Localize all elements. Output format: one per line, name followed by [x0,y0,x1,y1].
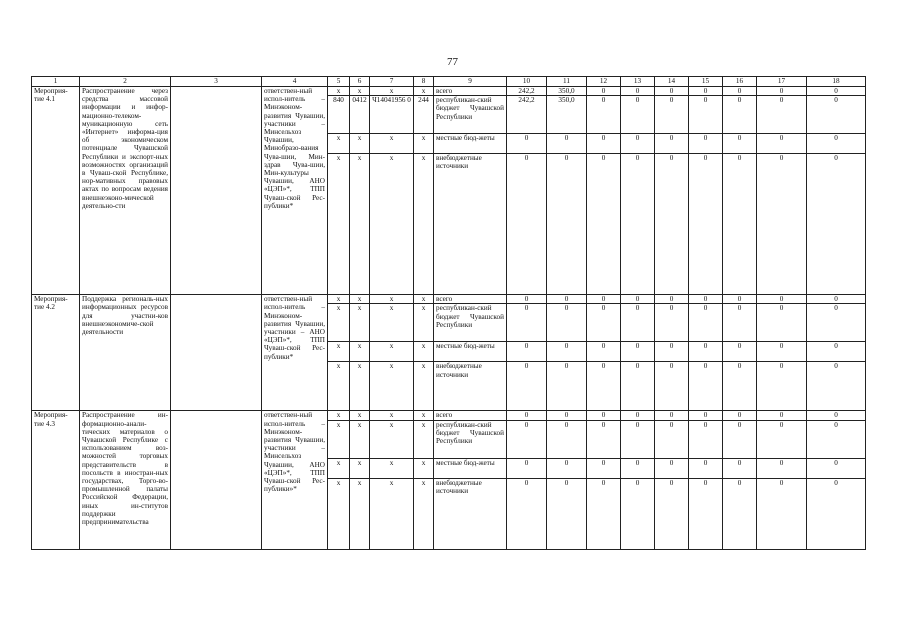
funding-value-col-18: 0 [807,420,866,458]
col-header-16: 16 [723,77,757,87]
budget-code-chapter: x [328,295,350,304]
funding-value-col-13: 0 [621,154,655,295]
funding-value-col-11: 0 [547,420,587,458]
col-header-17: 17 [757,77,807,87]
responsible-executor: ответствен-ный испол-нитель – Минэконом-развития Чувашии, участники – АНО «ЦЭП»*, ТПП Чуваш-ской Рес-публики* [262,295,328,411]
funding-value-col-16: 0 [723,154,757,295]
funding-value-col-14: 0 [655,420,689,458]
funding-value-col-15: 0 [689,154,723,295]
funding-value-col-17: 0 [757,411,807,420]
funding-value-col-13: 0 [621,96,655,134]
funding-value-col-10: 0 [507,362,547,411]
col-header-9: 9 [434,77,507,87]
funding-value-col-12: 0 [587,420,621,458]
budget-code-section: x [350,304,370,342]
col-header-5: 5 [328,77,350,87]
funding-value-col-17: 0 [757,134,807,154]
funding-value-col-15: 0 [689,96,723,134]
budget-code-target: x [370,362,414,411]
funding-value-col-12: 0 [587,362,621,411]
budget-code-target: x [370,342,414,362]
col-header-6: 6 [350,77,370,87]
budget-code-type: x [414,478,434,549]
funding-value-col-16: 0 [723,362,757,411]
funding-value-col-17: 0 [757,458,807,478]
funding-value-col-10: 0 [507,134,547,154]
funding-value-col-10: 0 [507,420,547,458]
table-row [32,295,866,304]
funding-value-col-17: 0 [757,420,807,458]
budget-code-target: x [370,87,414,96]
funding-value-col-12: 0 [587,96,621,134]
col-header-10: 10 [507,77,547,87]
funding-source: республикан-ский бюджет Чувашской Республики [434,420,507,458]
budget-code-type: x [414,295,434,304]
funding-value-col-10: 0 [507,342,547,362]
funding-value-col-18: 0 [807,362,866,411]
col-header-8: 8 [414,77,434,87]
funding-source: местные бюд-жеты [434,134,507,154]
funding-value-col-13: 0 [621,304,655,342]
budget-code-target: Ч14041956 0 [370,96,414,134]
funding-value-col-15: 0 [689,134,723,154]
funding-value-col-12: 0 [587,295,621,304]
budget-code-type: x [414,458,434,478]
col-header-14: 14 [655,77,689,87]
budget-code-chapter: x [328,420,350,458]
funding-value-col-13: 0 [621,362,655,411]
funding-value-col-18: 0 [807,304,866,342]
col-header-18: 18 [807,77,866,87]
funding-value-col-17: 0 [757,362,807,411]
col-header-7: 7 [370,77,414,87]
funding-source: республикан-ский бюджет Чувашской Республики [434,96,507,134]
funding-value-col-16: 0 [723,134,757,154]
funding-value-col-18: 0 [807,295,866,304]
funding-value-col-13: 0 [621,478,655,549]
funding-value-col-16: 0 [723,304,757,342]
funding-value-col-14: 0 [655,304,689,342]
table-row [32,411,866,420]
funding-source: всего [434,295,507,304]
table-row [32,87,866,96]
funding-value-col-12: 0 [587,154,621,295]
funding-value-col-11: 0 [547,342,587,362]
budget-code-section: x [350,458,370,478]
funding-value-col-16: 0 [723,87,757,96]
col-header-15: 15 [689,77,723,87]
budget-code-section: 0412 [350,96,370,134]
budget-code-type: x [414,134,434,154]
funding-value-col-17: 0 [757,96,807,134]
funding-value-col-16: 0 [723,342,757,362]
budget-code-chapter: x [328,362,350,411]
funding-value-col-15: 0 [689,304,723,342]
funding-value-col-18: 0 [807,342,866,362]
funding-value-col-15: 0 [689,458,723,478]
funding-value-col-17: 0 [757,154,807,295]
col-header-11: 11 [547,77,587,87]
funding-value-col-17: 0 [757,295,807,304]
col-header-13: 13 [621,77,655,87]
budget-code-section: x [350,342,370,362]
col-header-2: 2 [80,77,171,87]
empty-col-3 [171,295,262,411]
funding-value-col-17: 0 [757,478,807,549]
funding-value-col-14: 0 [655,87,689,96]
budget-code-chapter: x [328,304,350,342]
funding-source: республикан-ский бюджет Чувашской Республики [434,304,507,342]
event-description: Распространение ин-формационно-анали-тических материалов о Чувашской Республике с использованием воз-можностей торговых представительств в посольств в иностран-ных государствах, Торго-во-промышленной палаты Российской Федерации, иных ин-ститутов поддержки предпринимательства [80,411,171,549]
funding-value-col-10: 0 [507,304,547,342]
budget-code-section: x [350,411,370,420]
funding-value-col-16: 0 [723,411,757,420]
budget-code-type: x [414,87,434,96]
empty-col-3 [171,411,262,549]
funding-value-col-14: 0 [655,96,689,134]
funding-value-col-16: 0 [723,295,757,304]
col-header-3: 3 [171,77,262,87]
column-number-row [32,77,866,87]
funding-value-col-13: 0 [621,295,655,304]
funding-value-col-10: 0 [507,295,547,304]
funding-value-col-12: 0 [587,87,621,96]
col-header-12: 12 [587,77,621,87]
funding-source: местные бюд-жеты [434,458,507,478]
budget-code-type: x [414,304,434,342]
funding-value-col-14: 0 [655,134,689,154]
event-name: Мероприя- тие 4.3 [32,411,80,549]
budget-code-type: x [414,362,434,411]
funding-value-col-15: 0 [689,420,723,458]
funding-value-col-15: 0 [689,478,723,549]
budget-code-target: x [370,458,414,478]
budget-code-target: x [370,411,414,420]
funding-value-col-18: 0 [807,411,866,420]
funding-value-col-13: 0 [621,411,655,420]
funding-value-col-10: 0 [507,411,547,420]
empty-col-3 [171,87,262,295]
funding-value-col-10: 242,2 [507,87,547,96]
funding-value-col-18: 0 [807,458,866,478]
funding-value-col-14: 0 [655,458,689,478]
funding-value-col-16: 0 [723,420,757,458]
funding-value-col-16: 0 [723,96,757,134]
event-name: Мероприя- тие 4.2 [32,295,80,411]
event-name: Мероприя- тие 4.1 [32,87,80,295]
funding-value-col-11: 0 [547,478,587,549]
funding-value-col-18: 0 [807,134,866,154]
page-number: 77 [447,56,458,68]
budget-code-section: x [350,134,370,154]
budget-code-target: x [370,420,414,458]
funding-value-col-12: 0 [587,342,621,362]
funding-value-col-11: 0 [547,295,587,304]
funding-value-col-11: 350,0 [547,87,587,96]
funding-value-col-14: 0 [655,295,689,304]
funding-value-col-12: 0 [587,304,621,342]
funding-value-col-11: 0 [547,134,587,154]
funding-value-col-18: 0 [807,96,866,134]
funding-value-col-17: 0 [757,342,807,362]
funding-value-col-18: 0 [807,87,866,96]
funding-source: всего [434,411,507,420]
budget-code-chapter: x [328,134,350,154]
funding-value-col-11: 350,0 [547,96,587,134]
funding-value-col-17: 0 [757,304,807,342]
funding-value-col-10: 0 [507,478,547,549]
funding-value-col-13: 0 [621,342,655,362]
funding-value-col-12: 0 [587,478,621,549]
col-header-4: 4 [262,77,328,87]
funding-value-col-14: 0 [655,478,689,549]
funding-value-col-10: 242,2 [507,96,547,134]
funding-value-col-14: 0 [655,362,689,411]
funding-value-col-13: 0 [621,458,655,478]
funding-value-col-12: 0 [587,134,621,154]
funding-value-col-12: 0 [587,411,621,420]
col-header-1: 1 [32,77,80,87]
funding-source: внебюджетные источники [434,478,507,549]
funding-value-col-15: 0 [689,295,723,304]
event-description: Поддержка региональ-ных информационных ресурсов для участни-ков внешнеэкономиче-ской деятельности [80,295,171,411]
budget-code-section: x [350,420,370,458]
funding-value-col-10: 0 [507,154,547,295]
funding-value-col-11: 0 [547,154,587,295]
funding-value-col-14: 0 [655,342,689,362]
budget-code-chapter: x [328,154,350,295]
budget-code-target: x [370,304,414,342]
funding-value-col-11: 0 [547,362,587,411]
budget-code-chapter: x [328,411,350,420]
funding-value-col-15: 0 [689,342,723,362]
funding-value-col-11: 0 [547,411,587,420]
budget-code-target: x [370,478,414,549]
funding-value-col-14: 0 [655,411,689,420]
budget-code-type: 244 [414,96,434,134]
responsible-executor: ответствен-ный испол-нитель – Минэконом-развития Чувашии, участники – Минсельхоз Чувашии, АНО «ЦЭП»*, ТПП Чуваш-ской Рес-публики»* [262,411,328,549]
budget-code-section: x [350,87,370,96]
funding-value-col-14: 0 [655,154,689,295]
funding-source: внебюджетные источники [434,362,507,411]
budget-code-chapter: x [328,458,350,478]
funding-value-col-10: 0 [507,458,547,478]
budget-code-type: x [414,342,434,362]
budget-code-chapter: x [328,87,350,96]
funding-source: всего [434,87,507,96]
budget-code-target: x [370,134,414,154]
budget-code-section: x [350,295,370,304]
budget-code-chapter: 840 [328,96,350,134]
responsible-executor: ответствен-ный испол-нитель – Минэконом-развития Чувашии, участники – Минсельхоз Чувашии, Минобразо-вания Чува-шии, Мин-здрав Чува-шии, Мин-культуры Чувашии, АНО «ЦЭП»*, ТПП Чуваш-ской Рес-публики* [262,87,328,295]
budget-code-section: x [350,154,370,295]
budget-code-target: x [370,154,414,295]
funding-value-col-11: 0 [547,304,587,342]
budget-code-target: x [370,295,414,304]
budget-code-type: x [414,420,434,458]
budget-code-chapter: x [328,478,350,549]
funding-value-col-13: 0 [621,87,655,96]
budget-code-section: x [350,362,370,411]
funding-value-col-18: 0 [807,478,866,549]
budget-code-section: x [350,478,370,549]
funding-value-col-15: 0 [689,362,723,411]
funding-value-col-16: 0 [723,458,757,478]
funding-value-col-13: 0 [621,134,655,154]
activities-table [31,76,866,550]
funding-value-col-11: 0 [547,458,587,478]
funding-value-col-18: 0 [807,154,866,295]
event-description: Распространение через средства массовой информации и инфор-мационно-телеком-муникационную сеть «Интернет» информа-ция об экономическом потенциале Чувашской Республики и экспорт-ных возможностях организаций в Чуваш-ской Республике, нор-мативных правовых актах по вопросам ведения внешнеэконо-мической деятельно-сти [80,87,171,295]
funding-source: местные бюд-жеты [434,342,507,362]
funding-value-col-16: 0 [723,478,757,549]
budget-code-type: x [414,154,434,295]
funding-value-col-12: 0 [587,458,621,478]
funding-value-col-15: 0 [689,87,723,96]
budget-code-type: x [414,411,434,420]
funding-value-col-15: 0 [689,411,723,420]
funding-source: внебюджетные источники [434,154,507,295]
budget-code-chapter: x [328,342,350,362]
funding-value-col-17: 0 [757,87,807,96]
funding-value-col-13: 0 [621,420,655,458]
